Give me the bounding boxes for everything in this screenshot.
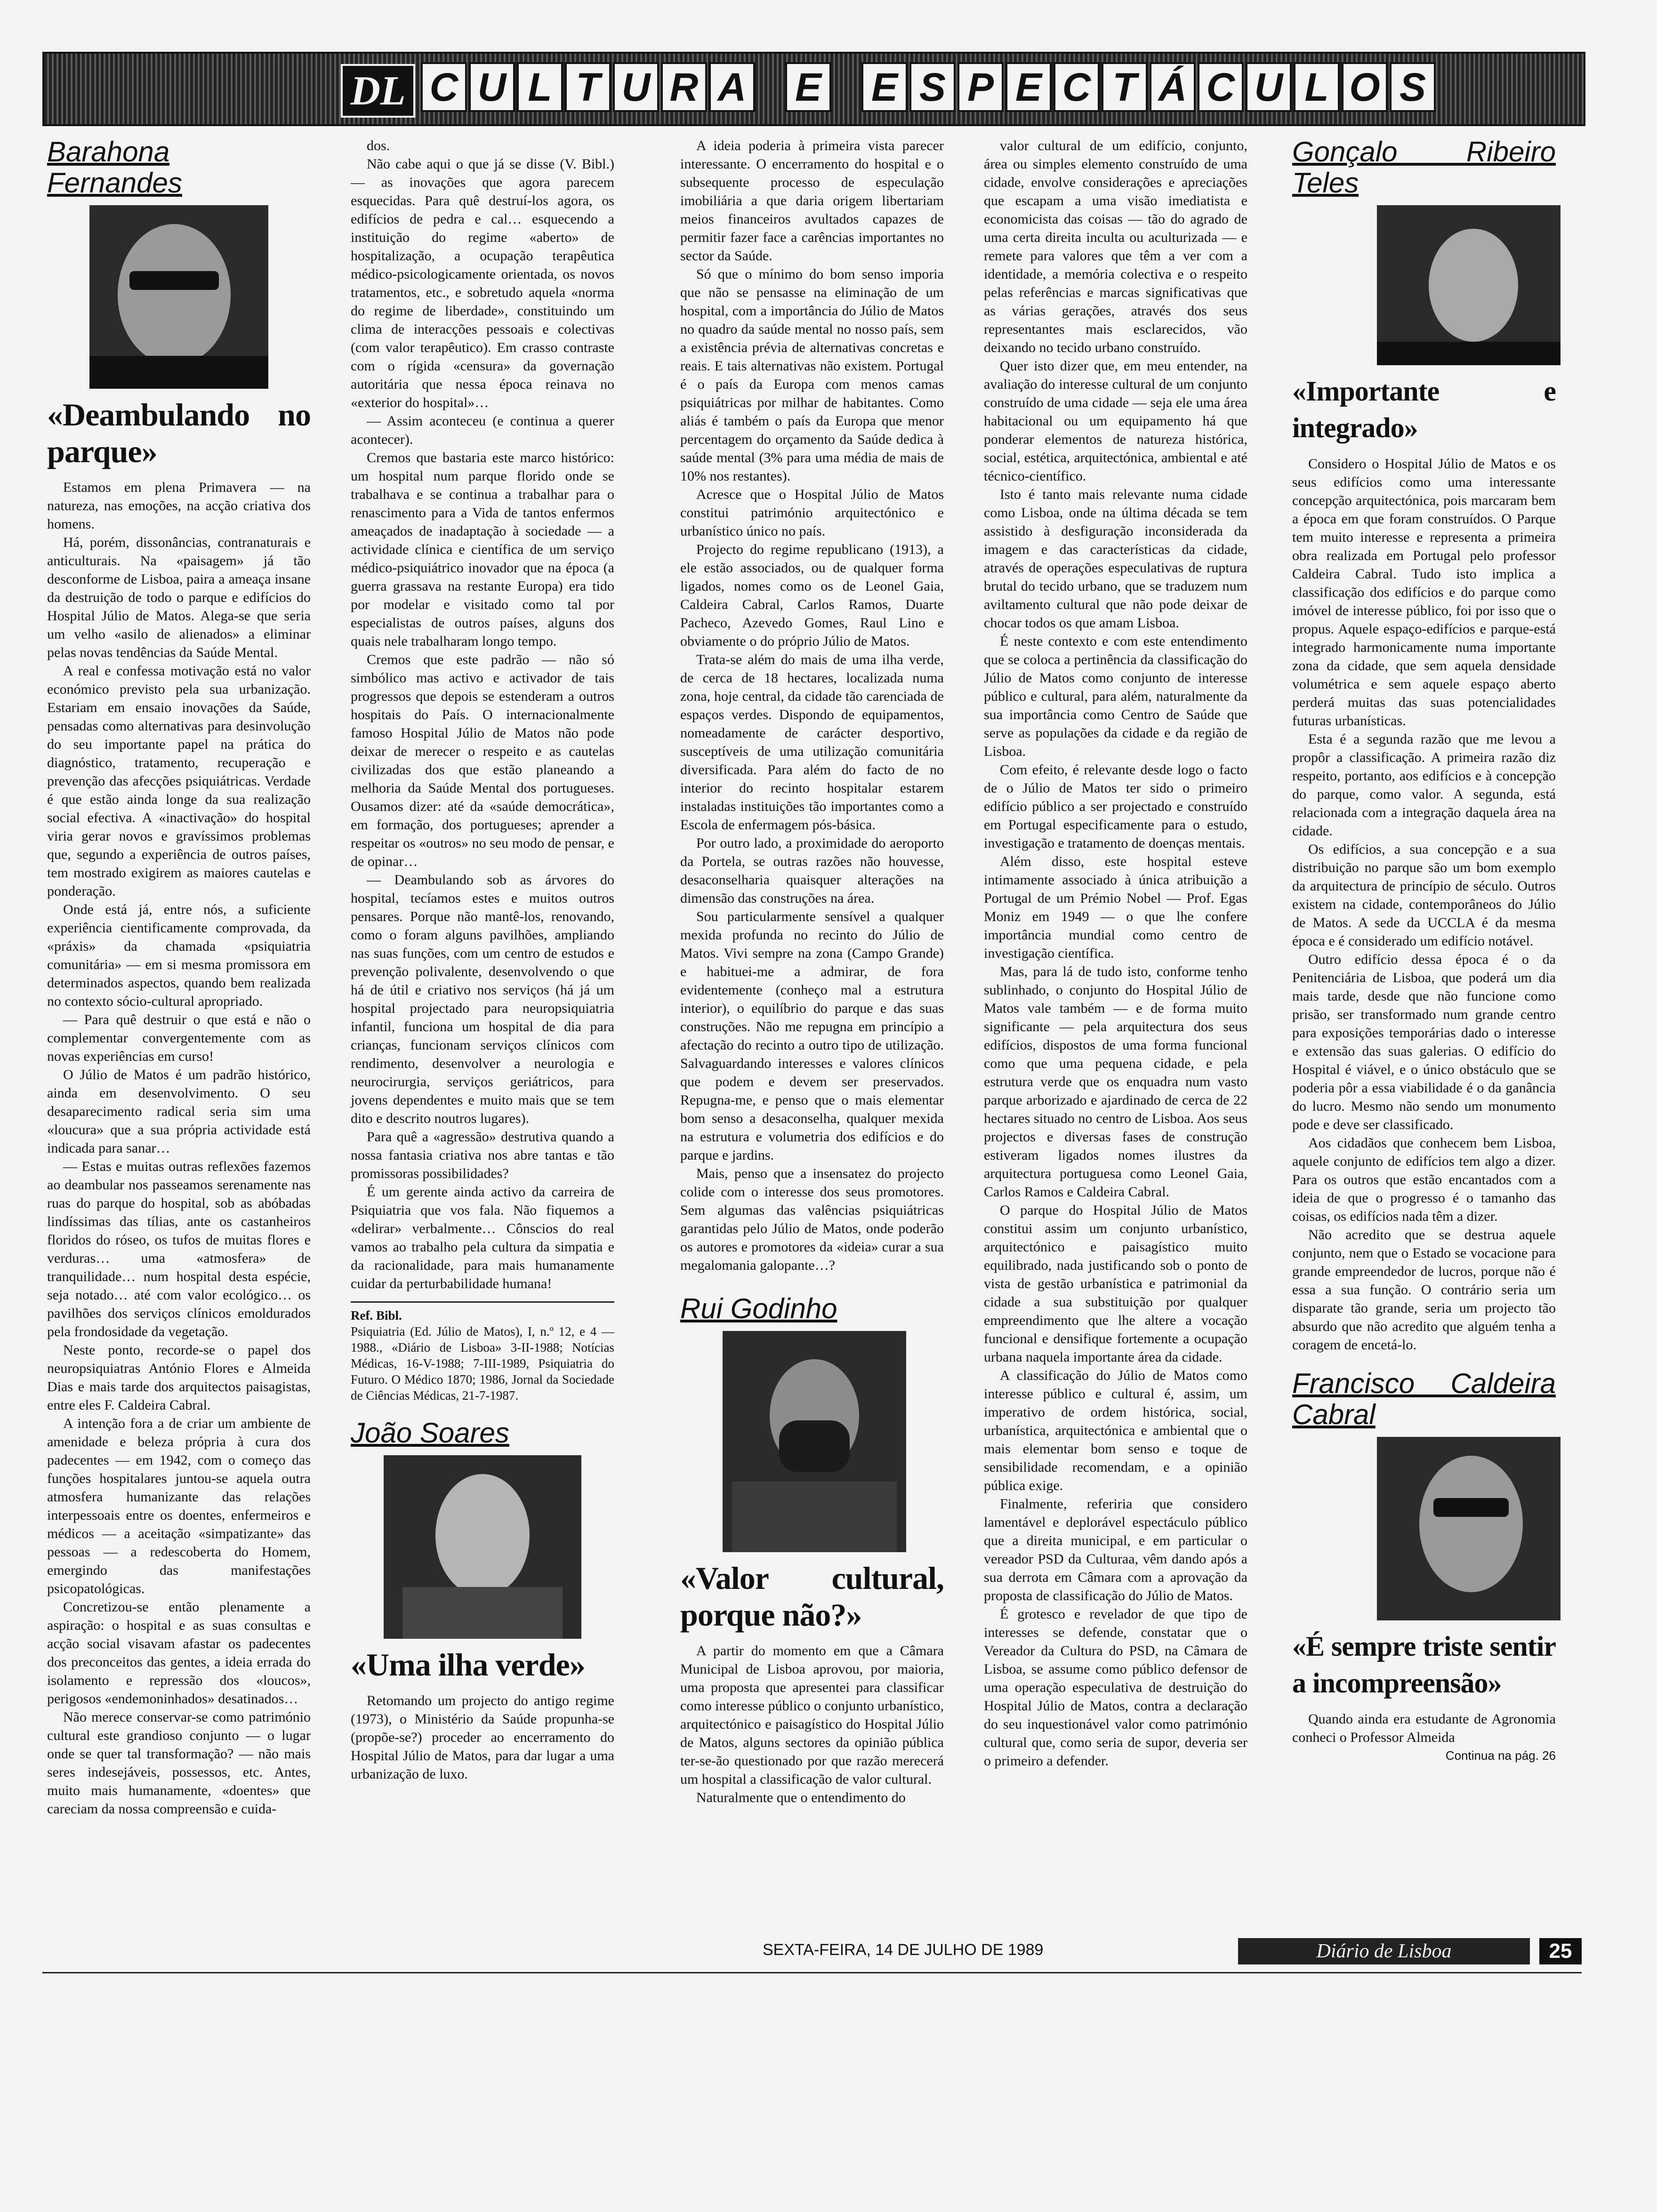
paragraph: Cremos que bastaria este marco histórico: um hospital num parque florido onde se trabalhava e se continua a trabalhar para o renascimento para a Vida de tantos enfermos ameaçados de inadaptação à sociedade — a actividade clínica e científica de um serviço médico-psiquiátrico inovador que na época (a guerra grassava na restante Europa) era tido por modelar e visitado como tal por especialistas de outros países, alguns dos quais nele trabalharam longo tempo. [351,450,614,649]
author-photo [1377,205,1560,365]
paragraph: Retomando um projecto do antigo regime (1973), o Ministério da Saúde propunha-se (propõe-se?) proceder ao encerramento do Hospital Júlio de Matos, para dar lugar a uma urbanização de luxo. [351,1693,614,1782]
paragraph: Finalmente, referiria que considero lamentável e deplorável espectáculo público que a direita municipal, e em particular o vereador PSD da Culturaa, vêm dando após a sua derrota em Câmara com a aprovação da proposta de classificação do Júlio de Matos. [984,1496,1247,1603]
article-barahona [47,136,311,1818]
paragraph: Sou particularmente sensível a qualquer mexida profunda no recinto do Júlio de Matos. Vivi sempre na zona (Campo Grande) e habituei-me a admirar, de fora evidentemente (conheço mal a estrutura interior), o equilíbrio do parque e das suas construções. Não me repugna em princípio a afectação do recinto a outro tipo de utilização. Salvaguardando interesses e valores clínicos que podem e devem ser preservados. Repugna-me, e penso que o mais elementar bom senso a desaconselha, qualquer mexida na estrutura e volumetria dos edifícios e do parque e jardins. [680,909,944,1163]
byline: Gonçalo Ribeiro Teles [1292,136,1556,199]
title-letter: Á [1150,62,1196,112]
paragraph: Projecto do regime republicano (1913), a ele estão associados, ou de qualquer forma ligados, nomes como os de Leonel Gaia, Caldeira Cabral, Carlos Ramos, Duarte Pacheco, Azevedo Gomes, Raul Lino e obviamente o do próprio Júlio de Matos. [680,542,944,649]
title-letter: E [861,62,908,112]
paragraph: Concretizou-se então plenamente a aspiração: o hospital e as suas consultas e acção social visavam afastar os padecentes dos preconceitos das gentes, a ideia errada do isolamento e repressão dos «loucos», perigosos «endemoninhados» desatinados… [47,1599,311,1707]
title-letter: C [1054,62,1100,112]
footer-rule [42,1972,1582,1973]
paragraph: — Estas e muitas outras reflexões fazemos ao deambular nos passeamos serenamente nas ruas do parque do hospital, sob as abóbadas lindíssimas das tílias, ante os castanheiros floridos do róseo, os tufos de muitas flores e verduras… uma «atmosfera» de tranquilidade… num hospital desta espécie, seja notado… até com valor ecológico… os pavilhões dos serviços clínicos emoldurados pela frondosidade da vegetação. [47,1159,311,1339]
paragraph: Considero o Hospital Júlio de Matos e os seus edifícios como uma interessante concepção arquitectónica, pois marcaram bem a época em que foram construídos. O Parque tem muito interesse e representa a primeira obra realizada em Portugal pelo professor Caldeira Cabral. Tudo isto implica a classificação dos edifícios e do parque como imóvel de interesse público, foi por isso que o propus. Aquele espaço-edifícios e parque-está integrado harmonicamente numa importante zona da cidade, que sem aquela densidade volumétrica e sem aquele espaço aberto perderá muitas das suas potencialidades futuras urbanísticas. [1292,456,1556,729]
article-body [1292,1710,1556,1747]
title-letter: E [785,62,831,112]
paragraph: Neste ponto, recorde-se o papel dos neuropsiquiatras António Flores e Almeida Dias e mais tarde dos arquitectos paisagistas, entre eles F. Caldeira Cabral. [47,1342,311,1413]
paragraph: Esta é a segunda razão que me levou a propôr a classificação. A primeira razão diz respeito, portanto, aos edifícios e à concepção do parque, como valor. A segunda, está relacionada com a integração daquela área na cidade. [1292,731,1556,839]
headline: «É sempre triste sentir a incompreensão» [1292,1631,1556,1699]
paragraph: — Deambulando sob as árvores do hospital, tecíamos estes e muitos outros pensares. Porque não mantê-los, renovando, como o foram alguns pavilhões, ampliando nas suas funções, com um centro de estudos e prevenção polivalente, desenvolvendo o que há de útil e criativo nos serviços (há já um hospital projectado para neuropsiquiatria infantil, funciona um hospital de dia para crianças, funcionam serviços clínicos com rendimento, desenvolver a neurologia e neurocirurgia, serviços geriátricos, para jovens dependentes e muito mais que se tem dito e descrito noutros lugares). [351,872,614,1126]
title-letter: T [1102,62,1148,112]
paragraph: A intenção fora a de criar um ambiente de amenidade e beleza própria à cura dos padecentes — em 1942, com o começo das funções hospitalares juntou-se aquela outra atmosfera humanizante das relações interpessoais entre os doentes, enfermeiros e médicos — a aceitação «simpatizante» das pessoas — a redescoberta do Homem, emergindo das manifestações psicopatológicas. [47,1416,311,1596]
title-letter: E [1005,62,1052,112]
issue-date: SEXTA-FEIRA, 14 DE JULHO DE 1989 [763,1941,1044,1959]
title-letter: C [1198,62,1244,112]
byline: Rui Godinho [680,1293,837,1324]
paragraph: Onde está já, entre nós, a suficiente experiência cientificamente comprovada, da «práxis» da chamada «psiquiatria comunitária» — em si mesma promissora em determinados aspectos, quando bem realizada no contexto sócio-cultural apropriado. [47,902,311,1009]
author-photo [723,1331,906,1552]
paragraph: Isto é tanto mais relevante numa cidade como Lisboa, onde na última década se tem assistido à desfiguração inconsiderada da imagem e das características da cidade, através de operações especulativas de ruptura brutal do tecido urbano, que se traduzem num aviltamento cultural que não pode deixar de chocar todos os que amam Lisboa. [984,487,1247,631]
paragraph: Há, porém, dissonâncias, contranaturais e anticulturais. Na «paisagem» já tão desconforme de Lisboa, paira a ameaça insane da destruição de todo o parque e edifícios do Hospital Júlio de Matos. Alega-se que seria um velho «asilo de alienados» a eliminar pelas novas tendências da Saúde Mental. [47,535,311,660]
title-letter: U [469,62,515,112]
article-rui-godinho-continued [984,136,1247,1770]
byline: Barahona Fernandes [47,136,182,199]
author-photo [89,205,268,389]
continued-note: Continua na pág. 26 [1445,1748,1556,1763]
references-title: Ref. Bibl. [351,1308,402,1322]
newspaper-logo: DL [341,64,415,118]
paragraph: É neste contexto e com este entendimento que se coloca a pertinência da classificação do Júlio de Matos como conjunto de interesse público e cultural, para além, naturalmente da sua importância como Centro de Saúde que serve as populações da cidade e da região de Lisboa. [984,633,1247,759]
paragraph: Aos cidadãos que conhecem bem Lisboa, aquele conjunto de edifícios tem algo a dizer. Para os outros que estão encantados com a ideia de que o progresso é o tamanho das coisas, os edifícios nada têm a dizer. [1292,1135,1556,1224]
paragraph: Cremos que este padrão — não só simbólico mas activo e activador de tais progressos que depois se estenderam a outros hospitais do País. O internacionalmente famoso Hospital Júlio de Matos não pode deixar de merecer o respeito e as cautelas civilizadas dos que estão planeando a melhoria da Saúde Mental dos portugueses. Ousamos dizer: até da «saúde democrática», em formação, dos portugueses; aprender a respeitar os «outros» no seu modo de pensar, e de opinar… [351,652,614,869]
paragraph: Estamos em plena Primavera — na natureza, nas emoções, na acção criativa dos homens. [47,480,311,532]
title-letter: A [709,62,755,112]
article-body [47,478,311,1818]
headline: «Valor cultural, porque não?» [680,1560,944,1633]
paragraph: O Júlio de Matos é um padrão histórico, ainda em desenvolvimento. O seu desaparecimento radical seria sim uma «loucura» que a sua própria actividade está indicada para sanar… [47,1067,311,1156]
paragraph: Outro edifício dessa época é o da Penitenciária de Lisboa, que poderá um dia mais tarde, desde que não funcione como prisão, ser transformado num grande centro para exposições temporárias dado o interesse e extensão das suas galerias. O edifício do Hospital é viável, e o único obstáculo que se poderia pôr a essa viabilidade é o da ganância do lucro. Mesmo não sendo um monumento pode e deve ser classificado. [1292,952,1556,1132]
paragraph: Os edifícios, a sua concepção e a sua distribuição no parque são um bom exemplo da arquitectura de princípio de século. Outros existem na cidade, contemporâneos do Júlio de Matos. A sede da UCCLA é da mesma época e é considerado um edifício notável. [1292,842,1556,949]
paragraph: Para quê a «agressão» destrutiva quando a nossa fantasia criativa nos abre tantas e tão promissoras possibilidades? [351,1129,614,1181]
paragraph: Com efeito, é relevante desde logo o facto de o Júlio de Matos ter sido o primeiro edifício público a ser projectado e construído em Portugal especificamente para o estudo, investigação e tratamento de doenças mentais. [984,762,1247,851]
paragraph: Não cabe aqui o que já se disse (V. Bibl.) — as inovações que agora parecem esquecidas. Para quê destruí-los agora, os edifícios de pedra e cal… esquecendo a instituição do regime «aberto» de hospitalização, a ocupação terapêutica médico-psicologicamente orientada, os novos tratamentos, etc., e sobretudo aquela «norma do regime de liberdade», constituindo um clima de interacções pessoais e colectivas (com valor terapêutico). Em crasso contraste com o rígida «censura» da governação autoritária que nessa época reinava no «exterior do hospital»… [351,156,614,410]
title-letter: R [661,62,707,112]
title-letter: U [1246,62,1292,112]
section-title [421,62,1438,112]
byline: Francisco Caldeira Cabral [1292,1368,1556,1430]
title-letter: T [565,62,611,112]
paragraph: dos. [367,138,390,153]
paragraph: É grotesco e revelador de que tipo de interesses se defende, constatar que o Vereador da Cultura do PSD, na Câmara de Lisboa, se assume como público defensor de uma operação especulativa de destruição do Hospital Júlio de Matos, contra a declaração do seu inquestionável valor como património cultural que, como seria de supor, deveria ser o primeiro a defender. [984,1606,1247,1769]
paragraph: Quer isto dizer que, em meu entender, na avaliação do interesse cultural de um conjunto construído de uma cidade — seja ele uma área habitacional ou um equipamento há que ponderar elementos de natureza histórica, social, estética, arquitectónica, ambiental e até técnico-científico. [984,358,1247,484]
article-joao-soares [680,136,944,1807]
paragraph: A real e confessa motivação está no valor económico previsto pela sua urbanização. Estariam em ensaio inovações da Saúde, pensadas como alternativas para desinvolução do seu importante papel na prática do diagnóstico, tratamento, recuperação e prevenção das afecções psiquiátricas. Verdade é que estão ainda longe da sua realização social efectiva. A «inactivação» do hospital viria gerar novos e gravíssimos problemas que, segundo a experiência de outros países, tem mostrado exigirem as maiores cautelas e ponderação. [47,663,311,899]
paragraph: A ideia poderia à primeira vista parecer interessante. O encerramento do hospital e o subsequente processo de especulação imobiliária a que daria origem libertariam meios financeiros avultados capazes de permitir fazer face a carências importantes no sector da Saúde. [680,138,944,264]
headline: «Importante e integrado» [1292,376,1556,443]
paragraph: Não merece conservar-se como património cultural este grandioso conjunto — o lugar onde se quer tal transformação? — não mais seres indesejáveis, possessos, etc. Antes, muito mais humanamente, «doentes» que careciam da nossa compreensão e cuida- [47,1709,311,1817]
byline: João Soares [351,1417,509,1449]
title-letter: S [909,62,956,112]
article-body [984,136,1247,1770]
title-letter: S [1390,62,1436,112]
references [351,1307,614,1403]
title-letter: L [1294,62,1340,112]
title-letter: L [517,62,563,112]
page-number: 25 [1539,1938,1582,1964]
paragraph: Só que o mínimo do bom senso imporia que não se pensasse na eliminação de um hospital, com a importância do Júlio de Matos no quadro da saúde mental no nosso país, sem a existência prévia de alternativas concretas e reais. E tais alternativas não existem. Portugal é o país da Europa com menos camas psiquiátricas por milhar de habitantes. Como aliás é também o país da Europa que menor percentagem do orçamento da Saúde dedica à saúde mental (3% para uma média de mais de 10% nos restantes). [680,266,944,484]
paragraph: Mas, para lá de tudo isto, conforme tenho sublinhado, o conjunto do Hospital Júlio de Matos vale também — e de forma muito significante — pela arquitectura dos seus edifícios, dispostos de uma forma funcional como que uma pequena cidade, e pela estrutura verde que os enquadra num vasto parque arborizado e ajardinado de cerca de 22 hectares situado no centro de Lisboa. Aos seus projectos e diversas fases de construção estiveram ligados nomes ilustres da arquitectura portuguesa como Leonel Gaia, Carlos Ramos e Caldeira Cabral. [984,964,1247,1200]
title-letter: U [613,62,659,112]
paragraph: — Assim aconteceu (e continua a querer acontecer). [351,413,614,447]
paragraph: valor cultural de um edifício, conjunto, área ou simples elemento construído de uma cidade, envolve considerações e apreciações que escapam a uma visão imediatista e economicista das coisas — tão do agrado de uma certa direita inculta ou aculturizada — e remete para valores que têm a ver com a identidade, a memória colectiva e o respeito pelas referências e marcas significativas que as várias gerações, através dos seus representantes mais esclarecidos, vão deixando no tecido urbano construído. [984,138,1247,355]
article-body [1292,455,1556,1354]
title-letter: C [421,62,467,112]
article-body [680,1642,944,1807]
paragraph: Trata-se além do mais de uma ilha verde, de cerca de 18 hectares, localizada numa zona, hoje central, da cidade tão carenciada de espaços verdes. Dispondo de equipamentos, nomeadamente de carácter desportivo, susceptíveis de uma utilização comunitária diversificada. Para além do facto de no interior do recinto hospitalar estarem instaladas instituições tão importantes como a Escola de enfermagem pós-básica. [680,652,944,833]
article-goncalo-ribeiro-teles [1292,136,1556,1765]
paragraph: Além disso, este hospital esteve intimamente associado à única atribuição a Portugal de um Prémio Nobel — Prof. Egas Moniz em 1949 — o que lhe confere importância mundial como centro de investigação científica. [984,854,1247,961]
headline: «Uma ilha verde» [351,1647,585,1683]
paragraph: Por outro lado, a proximidade do aeroporto da Portela, se outras razões não houvesse, desaconselharia quaisquer alterações na dimensão das construções na área. [680,835,944,906]
paragraph: O parque do Hospital Júlio de Matos constitui assim um conjunto urbanístico, arquitectónico e paisagístico muito equilibrado, nada justificando sob o ponto de vista de gestão urbanística e patrimonial da cidade a sua substituição por qualquer empreendimento que lhe altere a vocação funcional e densifique fortemente a ocupação urbana naquela importante área da cidade. [984,1202,1247,1365]
article-body [351,1691,614,1783]
newspaper-name: Diário de Lisboa [1238,1938,1530,1964]
paragraph: A classificação do Júlio de Matos como interesse público e cultural é, assim, um imperativo de ordem histórica, social, urbanística, arquitectónica e ambiental que o mais elementar bom senso e toque de sensibilidade recomendam, e a opinião pública exige. [984,1368,1247,1493]
section-banner [42,52,1585,126]
article-barahona-continued [351,136,614,1783]
title-letter: P [957,62,1004,112]
page-footer [763,1938,1582,1966]
references-text: Psiquiatria (Ed. Júlio de Matos), I, n.º 12, e 4 — 1988., «Diário de Lisboa» 3-II-1988; Notícias Médicas, 16-V-1988; 7-III-1989, Psiquiatria do Futuro. O Médico 1870; 1986, Jornal da Sociedade de Ciências Médicas, 21-7-1987. [351,1324,614,1403]
author-photo [384,1455,581,1639]
paragraph: Naturalmente que o entendimento do [696,1790,906,1805]
paragraph: Mais, penso que a insensatez do projecto colide com o interesse dos seus promotores. Sem algumas das valências psiquiátricas garantidas pelo Júlio de Matos, onde poderão os autores e promotores da «ideia» curar a sua megalomania galopante…? [680,1166,944,1273]
title-letter: O [1342,62,1388,112]
paragraph: Acresce que o Hospital Júlio de Matos constitui património arquitectónico e urbanístico único no país. [680,487,944,539]
headline: «Deambulando no parque» [47,397,311,469]
paragraph: É um gerente ainda activo da carreira de Psiquiatria que vos fala. Não fiquemos a «delirar» verbalmente… Cônscios do real vamos ao trabalho pela cultura da simpatia e da racionalidade, para mais humanamente cuidar da perturbabilidade humana! [351,1184,614,1291]
paragraph: A partir do momento em que a Câmara Municipal de Lisboa aprovou, por maioria, uma proposta que apresentei para classificar como interesse público o conjunto urbanístico, arquitectónico e paisagístico do Hospital Júlio de Matos, alguns sectores da opinião pública ter-se-ão questionado por que razão merecerá um hospital a classificação de valor cultural. [680,1643,944,1787]
paragraph: — Para quê destruir o que está e não o complementar convergentemente com as novas experiências em curso! [47,1012,311,1064]
paragraph: Quando ainda era estudante de Agronomia conheci o Professor Almeida [1292,1711,1556,1745]
article-body [351,136,614,1293]
author-photo [1377,1437,1560,1620]
paragraph: Não acredito que se destrua aquele conjunto, nem que o Estado se vocacione para grande empreendedor de lucros, porque não é essa a sua função. O contrário seria um disparate tão grande, seria um projecto tão absurdo que não acredito que alguém tenha a coragem de encetá-lo. [1292,1227,1556,1353]
article-body [680,136,944,1274]
